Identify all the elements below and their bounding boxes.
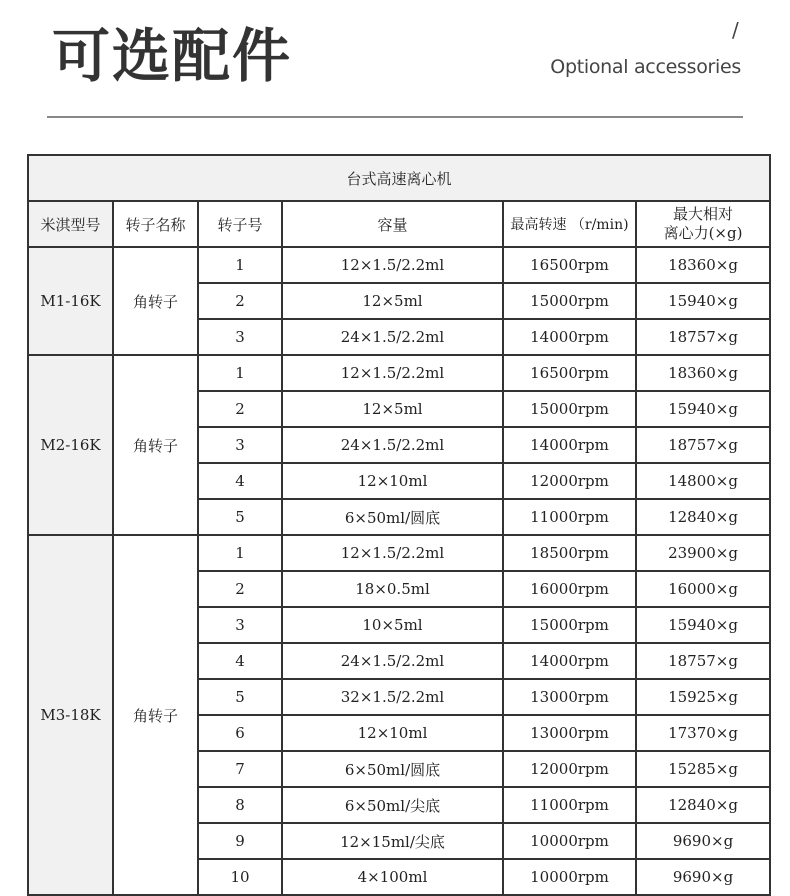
rotor-name-cell: 角转子	[113, 247, 198, 355]
capacity-cell: 12×5ml	[282, 283, 503, 319]
rotor-no-cell: 4	[198, 643, 282, 679]
rcf-cell: 15285×g	[636, 751, 770, 787]
rcf-cell: 23900×g	[636, 535, 770, 571]
capacity-cell: 32×1.5/2.2ml	[282, 679, 503, 715]
capacity-cell: 12×1.5/2.2ml	[282, 247, 503, 283]
rotor-no-cell: 7	[198, 751, 282, 787]
rotor-no-cell: 2	[198, 571, 282, 607]
speed-cell: 15000rpm	[503, 607, 636, 643]
col-header-max-rcf-line2: 离心力(×g)	[663, 224, 743, 242]
rcf-cell: 12840×g	[636, 499, 770, 535]
col-header-capacity: 容量	[282, 201, 503, 247]
speed-cell: 15000rpm	[503, 283, 636, 319]
speed-cell: 13000rpm	[503, 679, 636, 715]
rotor-name-cell: 角转子	[113, 355, 198, 535]
rotor-no-cell: 2	[198, 283, 282, 319]
speed-cell: 10000rpm	[503, 859, 636, 895]
capacity-cell: 12×10ml	[282, 463, 503, 499]
capacity-cell: 12×1.5/2.2ml	[282, 535, 503, 571]
model-cell: M1-16K	[28, 247, 113, 355]
rotor-no-cell: 3	[198, 607, 282, 643]
capacity-cell: 24×1.5/2.2ml	[282, 427, 503, 463]
speed-cell: 12000rpm	[503, 463, 636, 499]
speed-cell: 10000rpm	[503, 823, 636, 859]
rcf-cell: 12840×g	[636, 787, 770, 823]
speed-cell: 16000rpm	[503, 571, 636, 607]
col-header-model: 米淇型号	[28, 201, 113, 247]
capacity-cell: 24×1.5/2.2ml	[282, 643, 503, 679]
col-header-max-rcf	[636, 201, 770, 247]
rotor-name-cell: 角转子	[113, 535, 198, 895]
capacity-cell: 6×50ml/尖底	[282, 787, 503, 823]
header-divider	[47, 116, 743, 118]
rcf-cell: 15940×g	[636, 283, 770, 319]
table-title: 台式高速离心机	[28, 155, 770, 201]
rotor-no-cell: 5	[198, 679, 282, 715]
rcf-cell: 16000×g	[636, 571, 770, 607]
rotor-no-cell: 8	[198, 787, 282, 823]
speed-cell: 12000rpm	[503, 751, 636, 787]
rcf-cell: 18360×g	[636, 247, 770, 283]
speed-cell: 13000rpm	[503, 715, 636, 751]
speed-cell: 14000rpm	[503, 643, 636, 679]
capacity-cell: 4×100ml	[282, 859, 503, 895]
rotor-no-cell: 9	[198, 823, 282, 859]
model-cell: M3-18K	[28, 535, 113, 895]
rotor-no-cell: 2	[198, 391, 282, 427]
page-title: 可选配件	[52, 22, 293, 90]
table-row	[28, 535, 770, 571]
col-header-max-speed: 最高转速 （r/min)	[503, 201, 636, 247]
page-subtitle: Optional accessories	[550, 56, 741, 78]
capacity-cell: 12×1.5/2.2ml	[282, 355, 503, 391]
rcf-cell: 15925×g	[636, 679, 770, 715]
rotor-no-cell: 4	[198, 463, 282, 499]
col-header-max-rcf-line1: 最大相对	[673, 205, 734, 223]
model-cell: M2-16K	[28, 355, 113, 535]
rcf-cell: 9690×g	[636, 859, 770, 895]
capacity-cell: 12×15ml/尖底	[282, 823, 503, 859]
rcf-cell: 15940×g	[636, 607, 770, 643]
rcf-cell: 18757×g	[636, 427, 770, 463]
col-header-rotor-no: 转子号	[198, 201, 282, 247]
rcf-cell: 15940×g	[636, 391, 770, 427]
rotor-no-cell: 3	[198, 427, 282, 463]
speed-cell: 11000rpm	[503, 499, 636, 535]
rcf-cell: 9690×g	[636, 823, 770, 859]
rotor-no-cell: 5	[198, 499, 282, 535]
rotor-no-cell: 6	[198, 715, 282, 751]
table-row	[28, 355, 770, 391]
centrifuge-spec-table	[27, 154, 771, 896]
capacity-cell: 6×50ml/圆底	[282, 499, 503, 535]
rotor-no-cell: 3	[198, 319, 282, 355]
capacity-cell: 24×1.5/2.2ml	[282, 319, 503, 355]
rotor-no-cell: 1	[198, 535, 282, 571]
rcf-cell: 17370×g	[636, 715, 770, 751]
speed-cell: 14000rpm	[503, 427, 636, 463]
speed-cell: 11000rpm	[503, 787, 636, 823]
table-row	[28, 247, 770, 283]
rotor-no-cell: 1	[198, 355, 282, 391]
col-header-rotor-name: 转子名称	[113, 201, 198, 247]
capacity-cell: 12×5ml	[282, 391, 503, 427]
rcf-cell: 18757×g	[636, 319, 770, 355]
speed-cell: 16500rpm	[503, 247, 636, 283]
capacity-cell: 6×50ml/圆底	[282, 751, 503, 787]
capacity-cell: 18×0.5ml	[282, 571, 503, 607]
speed-cell: 15000rpm	[503, 391, 636, 427]
speed-cell: 18500rpm	[503, 535, 636, 571]
rotor-no-cell: 1	[198, 247, 282, 283]
capacity-cell: 10×5ml	[282, 607, 503, 643]
rcf-cell: 18757×g	[636, 643, 770, 679]
rcf-cell: 18360×g	[636, 355, 770, 391]
speed-cell: 14000rpm	[503, 319, 636, 355]
speed-cell: 16500rpm	[503, 355, 636, 391]
capacity-cell: 12×10ml	[282, 715, 503, 751]
rcf-cell: 14800×g	[636, 463, 770, 499]
rotor-no-cell: 10	[198, 859, 282, 895]
title-slash: /	[732, 18, 739, 42]
